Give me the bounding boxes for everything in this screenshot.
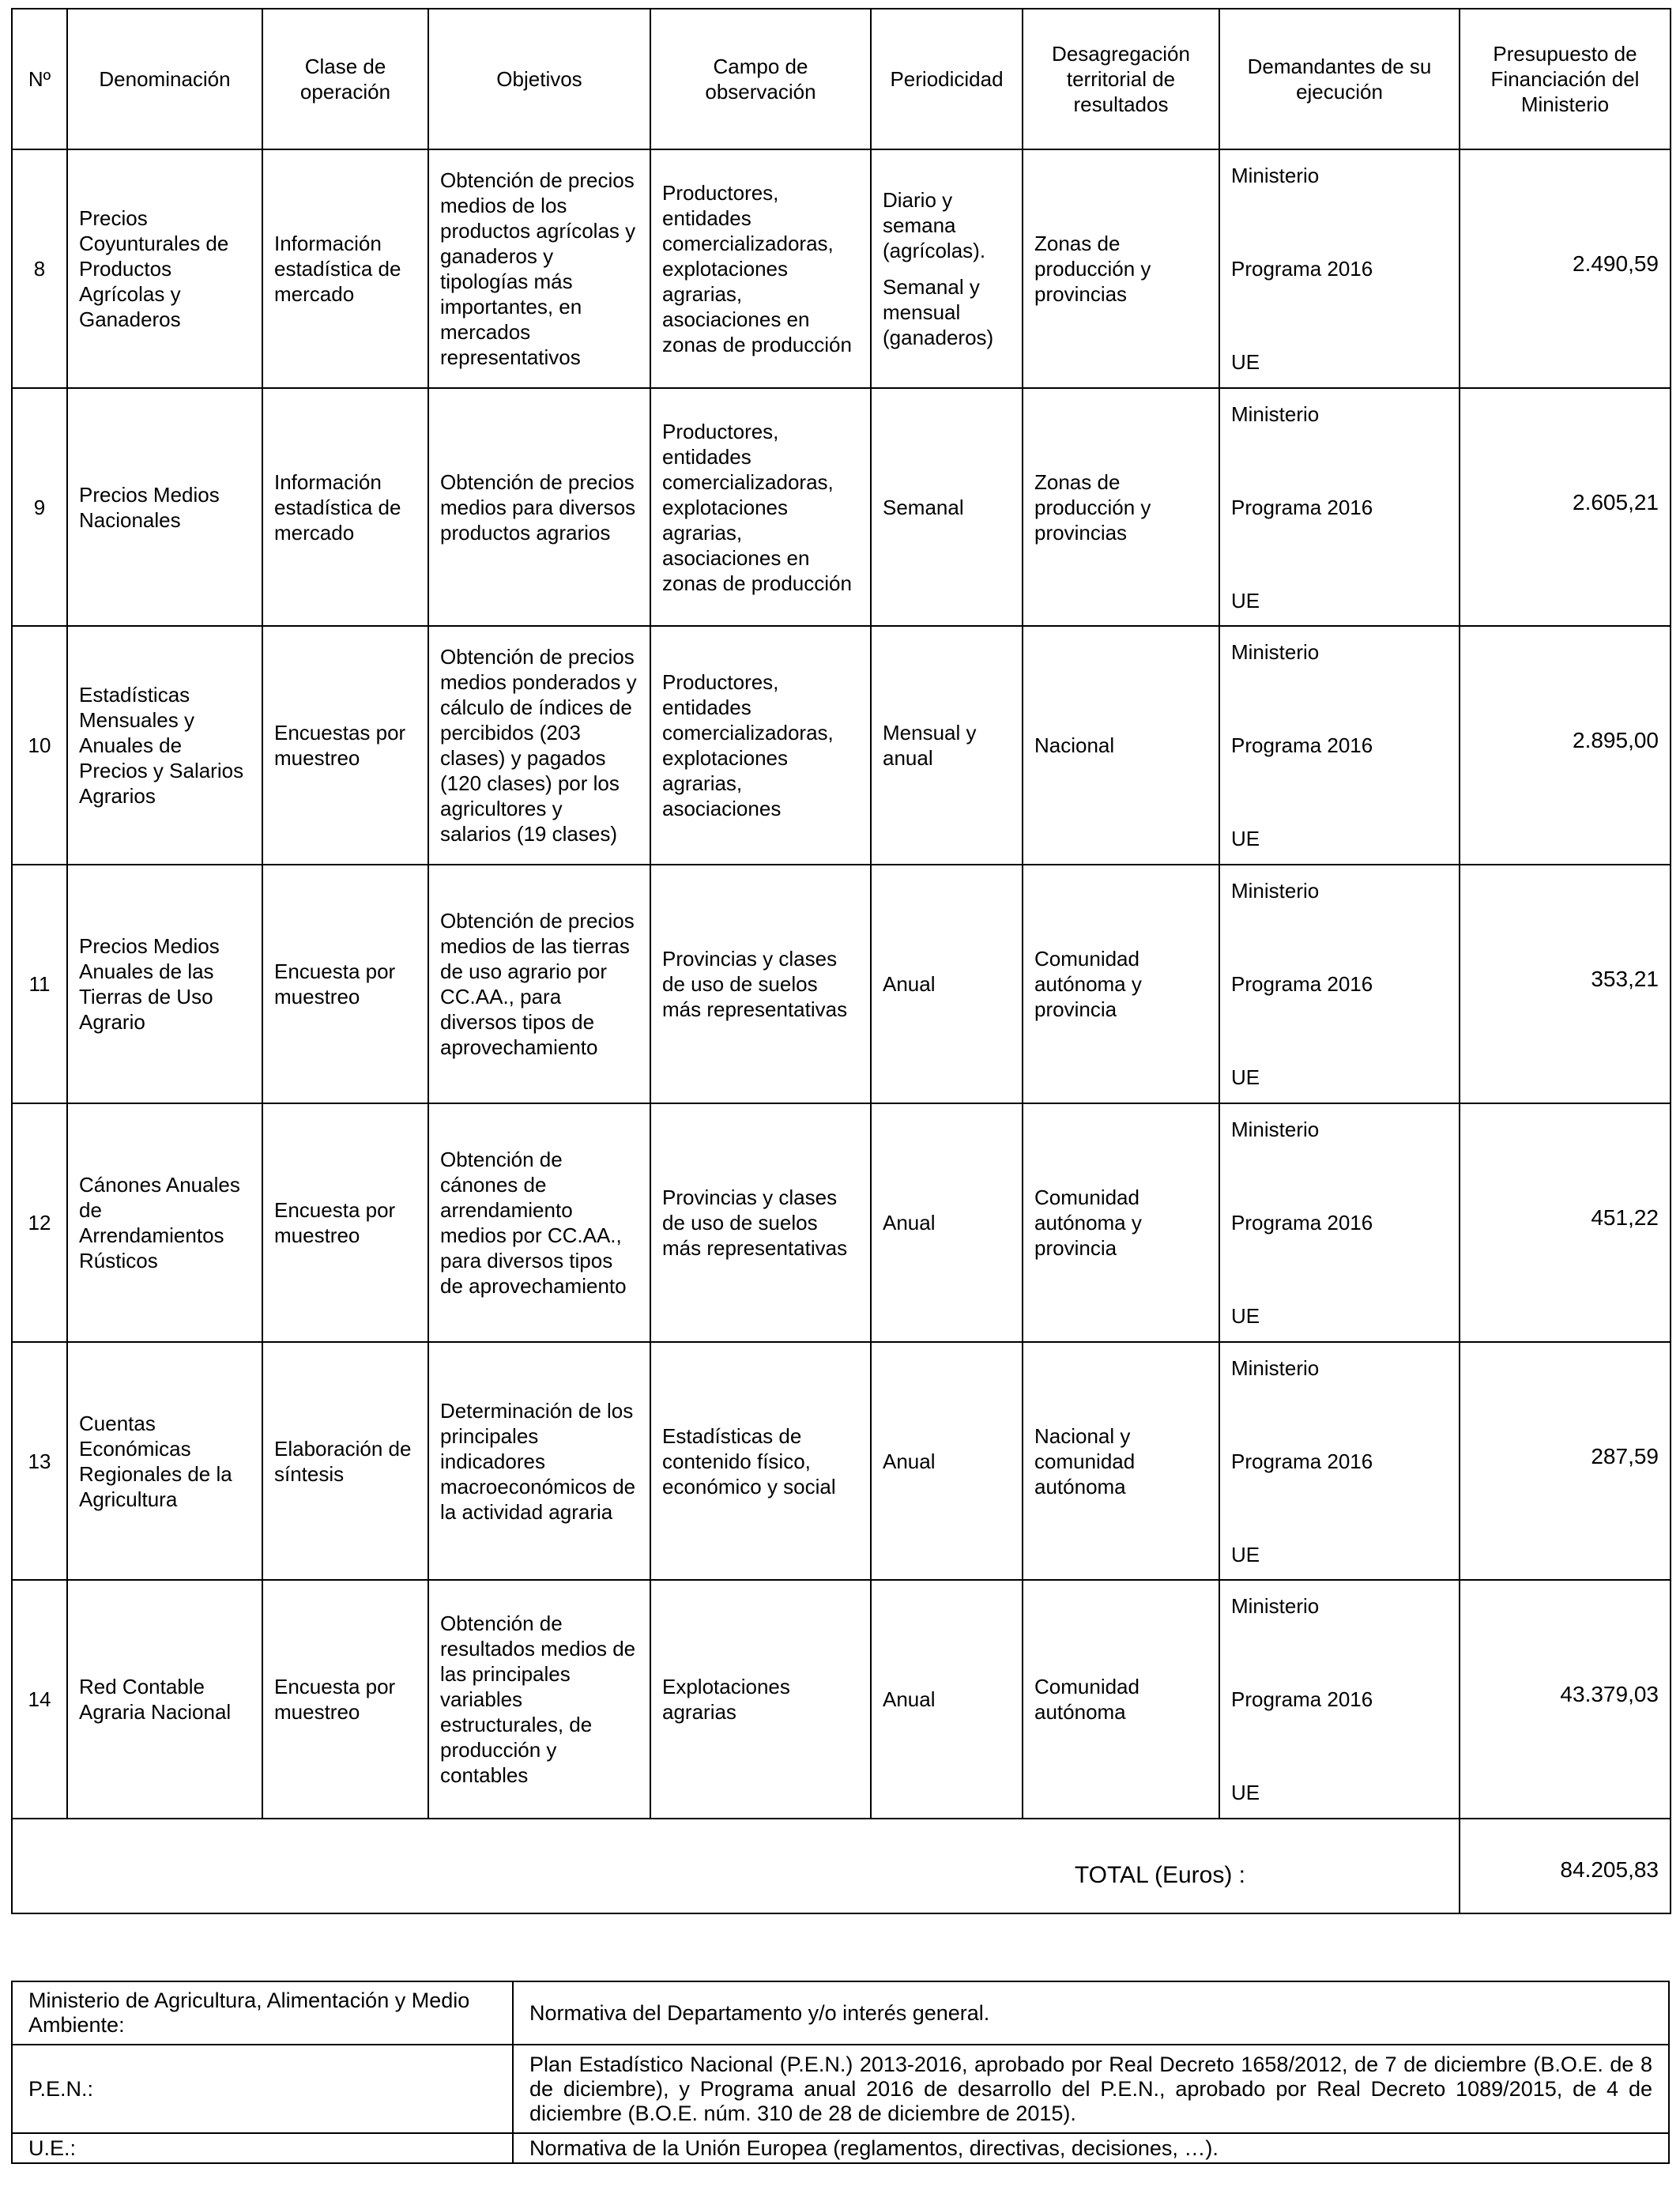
demandante-item: UE xyxy=(1231,588,1260,613)
total-value: 84.205,83 xyxy=(1460,1819,1671,1913)
total-label-cell xyxy=(12,1819,1460,1913)
legend-row xyxy=(12,2045,1669,2133)
cell-clase: Encuesta por muestreo xyxy=(262,1103,428,1342)
periodicidad-primary: Anual xyxy=(883,972,936,996)
demandante-item: Programa 2016 xyxy=(1231,733,1373,757)
cell-denominacion: Red Contable Agraria Nacional xyxy=(67,1580,262,1819)
demandantes-list xyxy=(1231,1117,1448,1329)
cell-clase: Encuesta por muestreo xyxy=(262,1580,428,1819)
header-periodicidad: Periodicidad xyxy=(871,9,1023,149)
presupuesto-value: 451,22 xyxy=(1591,1205,1659,1230)
cell-presupuesto xyxy=(1460,626,1671,865)
total-row xyxy=(12,1819,1671,1913)
cell-periodicidad xyxy=(871,1342,1023,1580)
presupuesto-value: 2.895,00 xyxy=(1573,728,1659,752)
periodicidad-primary: Semanal xyxy=(883,495,964,519)
demandante-item: UE xyxy=(1231,827,1260,850)
cell-demandantes xyxy=(1219,1103,1460,1342)
legend-value: Plan Estadístico Nacional (P.E.N.) 2013-2016, aprobado por Real Decreto 1658/2012, de 7 de diciembre (B.O.E. de 8 de diciembre), y Programa anual 2016 de desarrollo del P.E.N., aprobado por Real Decreto 1089/2015, de 4 de diciembre (B.O.E. núm. 310 de 28 de diciembre de 2015). xyxy=(513,2045,1669,2133)
table-row xyxy=(12,865,1671,1103)
demandante-item: Programa 2016 xyxy=(1231,972,1373,996)
presupuesto-value: 2.490,59 xyxy=(1573,251,1659,276)
cell-no: 9 xyxy=(12,388,67,626)
table-row xyxy=(12,388,1671,626)
cell-denominacion: Cuentas Económicas Regionales de la Agricultura xyxy=(67,1342,262,1580)
periodicidad-primary: Anual xyxy=(883,1687,936,1711)
cell-objetivos: Obtención de cánones de arrendamiento medios por CC.AA., para diversos tipos de aprovechamiento xyxy=(428,1103,650,1342)
statistics-operations-table xyxy=(11,8,1671,1914)
presupuesto-value: 287,59 xyxy=(1591,1443,1659,1468)
cell-clase: Encuestas por muestreo xyxy=(262,626,428,865)
table-row xyxy=(12,1342,1671,1580)
cell-desagregacion: Comunidad autónoma xyxy=(1023,1580,1219,1819)
presupuesto-value: 43.379,03 xyxy=(1560,1682,1659,1706)
cell-demandantes xyxy=(1219,865,1460,1103)
table-row xyxy=(12,626,1671,865)
cell-presupuesto xyxy=(1460,1580,1671,1819)
presupuesto-value: 353,21 xyxy=(1591,967,1659,991)
header-objetivos: Objetivos xyxy=(428,9,650,149)
table-row xyxy=(12,1103,1671,1342)
demandante-item: Programa 2016 xyxy=(1231,1449,1373,1473)
cell-objetivos: Obtención de precios medios de los productos agrícolas y ganaderos y tipologías más importantes, en mercados representativos xyxy=(428,149,650,388)
demandante-item: Programa 2016 xyxy=(1231,495,1373,519)
cell-demandantes xyxy=(1219,388,1460,626)
cell-periodicidad xyxy=(871,865,1023,1103)
cell-desagregacion: Zonas de producción y provincias xyxy=(1023,388,1219,626)
cell-campo: Provincias y clases de uso de suelos más representativas xyxy=(650,1103,871,1342)
cell-desagregacion: Comunidad autónoma y provincia xyxy=(1023,865,1219,1103)
cell-denominacion: Cánones Anuales de Arrendamientos Rústicos xyxy=(67,1103,262,1342)
demandante-item: Ministerio xyxy=(1231,879,1320,903)
demandante-item: UE xyxy=(1231,1065,1260,1089)
table-row xyxy=(12,149,1671,388)
cell-presupuesto xyxy=(1460,1342,1671,1580)
cell-periodicidad xyxy=(871,388,1023,626)
legend-key: Ministerio de Agricultura, Alimentación y Medio Ambiente: xyxy=(12,1981,513,2045)
demandantes-list xyxy=(1231,1355,1448,1567)
cell-campo: Productores, entidades comercializadoras, explotaciones agrarias, asociaciones xyxy=(650,626,871,865)
legend-key: U.E.: xyxy=(12,2133,513,2163)
demandantes-list xyxy=(1231,878,1448,1090)
header-no: Nº xyxy=(12,9,67,149)
cell-no: 11 xyxy=(12,865,67,1103)
cell-periodicidad xyxy=(871,1103,1023,1342)
periodicidad-primary: Anual xyxy=(883,1449,936,1473)
cell-campo: Productores, entidades comercializadoras, explotaciones agrarias, asociaciones en zonas de producción xyxy=(650,388,871,626)
cell-denominacion: Precios Medios Anuales de las Tierras de Uso Agrario xyxy=(67,865,262,1103)
header-presupuesto: Presupuesto de Financiación del Ministerio xyxy=(1460,9,1671,149)
header-clase: Clase de operación xyxy=(262,9,428,149)
cell-periodicidad xyxy=(871,149,1023,388)
cell-demandantes xyxy=(1219,626,1460,865)
cell-demandantes xyxy=(1219,1342,1460,1580)
cell-presupuesto xyxy=(1460,1103,1671,1342)
header-desagregacion: Desagregación territorial de resultados xyxy=(1023,9,1219,149)
header-row xyxy=(12,9,1671,149)
cell-desagregacion: Nacional y comunidad autónoma xyxy=(1023,1342,1219,1580)
cell-clase: Encuesta por muestreo xyxy=(262,865,428,1103)
header-demandantes: Demandantes de su ejecución xyxy=(1219,9,1460,149)
cell-presupuesto xyxy=(1460,388,1671,626)
demandante-item: Ministerio xyxy=(1231,1594,1320,1618)
cell-demandantes xyxy=(1219,1580,1460,1819)
demandante-item: Ministerio xyxy=(1231,640,1320,664)
total-label: TOTAL (Euros) : xyxy=(1074,1862,1245,1888)
cell-objetivos: Obtención de precios medios para diversos productos agrarios xyxy=(428,388,650,626)
demandante-item: UE xyxy=(1231,350,1260,374)
cell-objetivos: Obtención de precios medios ponderados y cálculo de índices de percibidos (203 clases) y pagados (120 clases) por los agricultores y salarios (19 clases) xyxy=(428,626,650,865)
legend-value: Normativa de la Unión Europea (reglamentos, directivas, decisiones, …). xyxy=(513,2133,1669,2163)
header-campo: Campo de observación xyxy=(650,9,871,149)
demandantes-list xyxy=(1231,1593,1448,1805)
cell-campo: Estadísticas de contenido físico, económico y social xyxy=(650,1342,871,1580)
demandante-item: Ministerio xyxy=(1231,1118,1320,1141)
cell-presupuesto xyxy=(1460,149,1671,388)
cell-periodicidad xyxy=(871,626,1023,865)
demandantes-list xyxy=(1231,639,1448,851)
cell-periodicidad xyxy=(871,1580,1023,1819)
cell-demandantes xyxy=(1219,149,1460,388)
legend-key: P.E.N.: xyxy=(12,2045,513,2133)
cell-desagregacion: Nacional xyxy=(1023,626,1219,865)
cell-clase: Información estadística de mercado xyxy=(262,149,428,388)
demandante-item: Programa 2016 xyxy=(1231,257,1373,281)
cell-no: 10 xyxy=(12,626,67,865)
legend-row xyxy=(12,2133,1669,2163)
cell-objetivos: Obtención de precios medios de las tierras de uso agrario por CC.AA., para diversos tipos de aprovechamiento xyxy=(428,865,650,1103)
cell-clase: Elaboración de síntesis xyxy=(262,1342,428,1580)
demandante-item: UE xyxy=(1231,1542,1260,1566)
periodicidad-secondary: Semanal y mensual (ganaderos) xyxy=(883,275,994,349)
cell-no: 13 xyxy=(12,1342,67,1580)
demandante-item: Ministerio xyxy=(1231,1355,1320,1380)
cell-clase: Información estadística de mercado xyxy=(262,388,428,626)
cell-desagregacion: Zonas de producción y provincias xyxy=(1023,149,1219,388)
periodicidad-primary: Mensual y anual xyxy=(883,721,977,770)
demandante-item: Programa 2016 xyxy=(1231,1687,1373,1711)
table-row xyxy=(12,1580,1671,1819)
legend-value: Normativa del Departamento y/o interés general. xyxy=(513,1981,1669,2045)
cell-campo: Explotaciones agrarias xyxy=(650,1580,871,1819)
demandante-item: UE xyxy=(1231,1781,1260,1804)
cell-campo: Productores, entidades comercializadoras, explotaciones agrarias, asociaciones en zonas de producción xyxy=(650,149,871,388)
cell-denominacion: Estadísticas Mensuales y Anuales de Precios y Salarios Agrarios xyxy=(67,626,262,865)
presupuesto-value: 2.605,21 xyxy=(1573,489,1659,515)
demandantes-list xyxy=(1231,163,1448,375)
legend-table xyxy=(11,1981,1670,2164)
cell-objetivos: Determinación de los principales indicadores macroeconómicos de la actividad agraria xyxy=(428,1342,650,1580)
cell-no: 14 xyxy=(12,1580,67,1819)
cell-objetivos: Obtención de resultados medios de las principales variables estructurales, de producción y contables xyxy=(428,1580,650,1819)
cell-denominacion: Precios Coyunturales de Productos Agrícolas y Ganaderos xyxy=(67,149,262,388)
demandantes-list xyxy=(1231,401,1448,613)
demandante-item: Programa 2016 xyxy=(1231,1211,1373,1235)
cell-denominacion: Precios Medios Nacionales xyxy=(67,388,262,626)
header-denominacion: Denominación xyxy=(67,9,262,149)
periodicidad-primary: Diario y semana (agrícolas). xyxy=(883,188,986,262)
cell-presupuesto xyxy=(1460,865,1671,1103)
legend-row xyxy=(12,1981,1669,2045)
cell-no: 8 xyxy=(12,149,67,388)
periodicidad-primary: Anual xyxy=(883,1211,936,1235)
demandante-item: UE xyxy=(1231,1304,1260,1328)
cell-campo: Provincias y clases de uso de suelos más representativas xyxy=(650,865,871,1103)
demandante-item: Ministerio xyxy=(1231,401,1320,426)
cell-no: 12 xyxy=(12,1103,67,1342)
cell-desagregacion: Comunidad autónoma y provincia xyxy=(1023,1103,1219,1342)
demandante-item: Ministerio xyxy=(1231,164,1320,187)
